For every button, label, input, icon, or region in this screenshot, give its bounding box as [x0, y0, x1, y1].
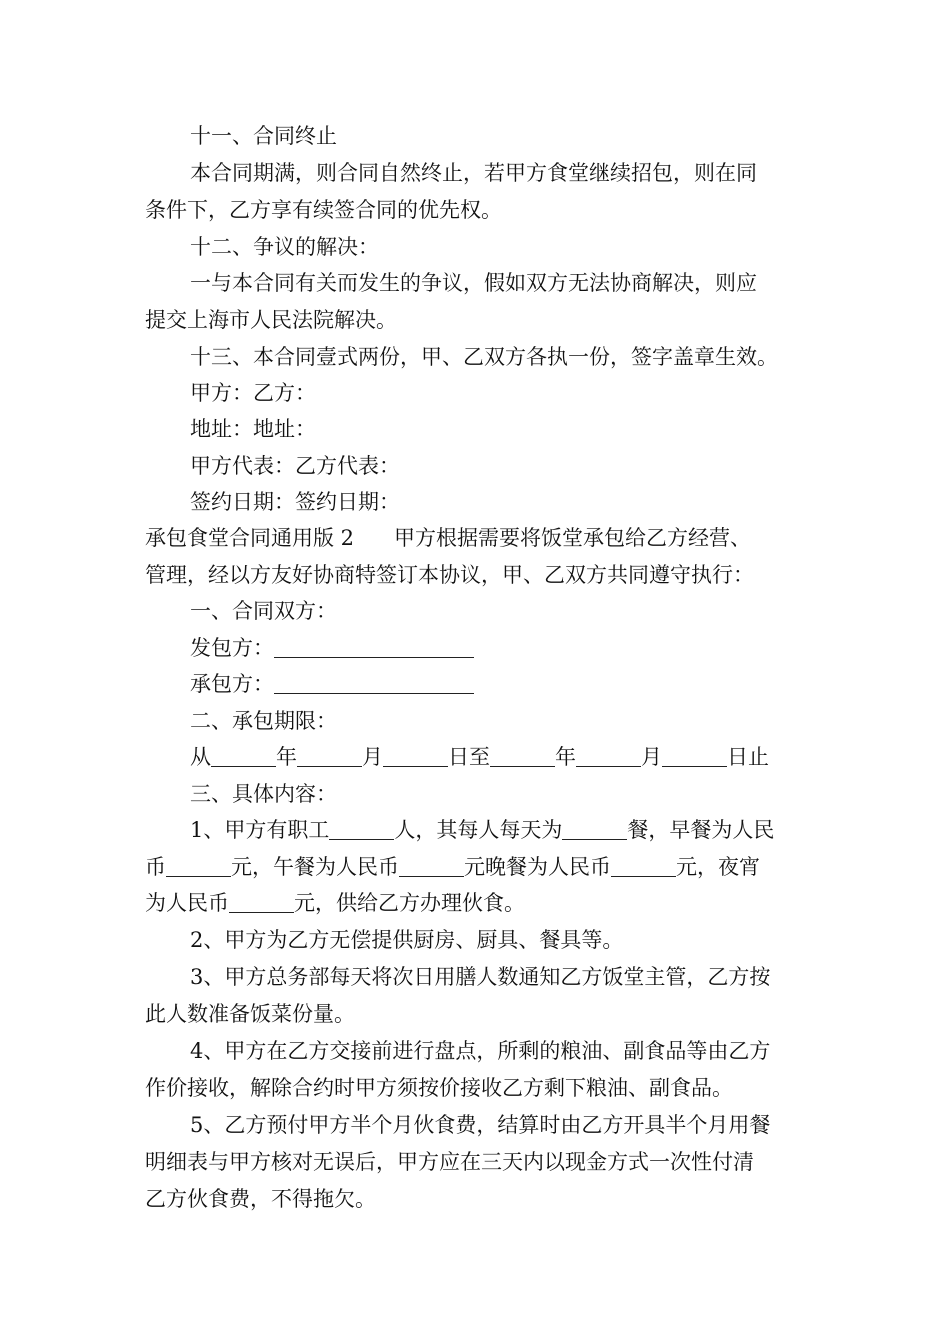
- issuer-blank[interactable]: [274, 635, 474, 658]
- clause-text: 币: [145, 855, 166, 879]
- text-day-to: 日至: [448, 745, 490, 769]
- term-dates-line: [190, 739, 860, 775]
- clause-3-line-2: 此人数准备饭菜份量。: [145, 1002, 355, 1026]
- issuer-field-line: [190, 630, 860, 666]
- clause-5-line-1: 5、乙方预付甲方半个月伙食费，结算时由乙方开具半个月用餐: [190, 1113, 771, 1137]
- paragraph-line: 十三、本合同壹式两份，甲、乙双方各执一份，签字盖章生效。: [190, 345, 778, 369]
- heading-contract-termination: 十一、合同终止: [190, 124, 337, 148]
- clause-text: 人，其每人每天为: [394, 818, 563, 842]
- paragraph-line: 管理，经以方友好协商特签订本协议，甲、乙双方共同遵守执行：: [145, 563, 754, 587]
- staff-count-blank[interactable]: [329, 817, 394, 840]
- end-month-blank[interactable]: [576, 744, 641, 767]
- start-year-blank[interactable]: [211, 744, 276, 767]
- clause-5-line-3: 乙方伙食费，不得拖欠。: [145, 1187, 376, 1211]
- clause-text: 元晚餐为人民币: [464, 855, 611, 879]
- end-year-blank[interactable]: [490, 744, 555, 767]
- clause-5-line-2: 明细表与甲方核对无误后，甲方应在三天内以现金方式一次性付清: [145, 1150, 754, 1174]
- clause-2: 2、甲方为乙方无偿提供厨房、厨具、餐具等。: [190, 928, 624, 952]
- clause-text: 元，午餐为人民币: [231, 855, 399, 879]
- section-title: 承包食堂合同通用版 2: [145, 526, 355, 550]
- paragraph-line: 本合同期满，则合同自然终止，若甲方食堂继续招包，则在同: [190, 161, 757, 185]
- clause-text: 元，夜宵: [676, 855, 760, 879]
- signature-date: 签约日期：签约日期：: [190, 490, 400, 514]
- section-title-line: [145, 520, 815, 556]
- start-day-blank[interactable]: [383, 744, 448, 767]
- breakfast-price-blank[interactable]: [166, 854, 231, 877]
- dinner-price-blank[interactable]: [611, 854, 676, 877]
- heading-specific-content: 三、具体内容：: [190, 782, 337, 806]
- text-year: 年: [555, 745, 576, 769]
- contractor-field-line: [190, 666, 860, 702]
- signature-representative: 甲方代表：乙方代表：: [190, 454, 400, 478]
- clause-1-line-3: [145, 885, 815, 921]
- heading-contract-parties: 一、合同双方：: [190, 599, 337, 623]
- clause-3-line-1: 3、甲方总务部每天将次日用膳人数通知乙方饭堂主管，乙方按: [190, 965, 771, 989]
- clause-4-line-1: 4、甲方在乙方交接前进行盘点，所剩的粮油、副食品等由乙方: [190, 1039, 771, 1063]
- clause-text: 餐，早餐为人民: [627, 818, 775, 842]
- signature-address: 地址：地址：: [190, 417, 316, 441]
- paragraph-line: 一与本合同有关而发生的争议，假如双方无法协商解决，则应: [190, 271, 757, 295]
- heading-contract-term: 二、承包期限：: [190, 709, 337, 733]
- end-day-blank[interactable]: [662, 744, 727, 767]
- supper-price-blank[interactable]: [229, 890, 294, 913]
- lunch-price-blank[interactable]: [399, 854, 464, 877]
- clause-1-line-1: [190, 812, 860, 848]
- contractor-label: 承包方：: [190, 672, 274, 696]
- paragraph-line: 条件下，乙方享有续签合同的优先权。: [145, 198, 502, 222]
- issuer-label: 发包方：: [190, 636, 274, 660]
- paragraph-line: 提交上海市人民法院解决。: [145, 308, 397, 332]
- contractor-blank[interactable]: [274, 671, 474, 694]
- meals-per-day-blank[interactable]: [562, 817, 627, 840]
- signature-parties: 甲方：乙方：: [190, 381, 316, 405]
- heading-dispute-resolution: 十二、争议的解决：: [190, 235, 379, 259]
- clause-text: 为人民币: [145, 891, 229, 915]
- clause-4-line-2: 作价接收，解除合约时甲方须按价接收乙方剩下粮油、副食品。: [145, 1076, 733, 1100]
- text-from: 从: [190, 745, 211, 769]
- clause-text: 元，供给乙方办理伙食。: [294, 891, 525, 915]
- text-year: 年: [276, 745, 297, 769]
- paragraph-text: 甲方根据需要将饭堂承包给乙方经营、: [394, 526, 752, 550]
- text-day-end: 日止: [727, 745, 769, 769]
- clause-1-line-2: [145, 849, 815, 885]
- clause-text: 1、甲方有职工: [190, 818, 330, 842]
- text-month: 月: [362, 745, 383, 769]
- start-month-blank[interactable]: [297, 744, 362, 767]
- text-month: 月: [641, 745, 662, 769]
